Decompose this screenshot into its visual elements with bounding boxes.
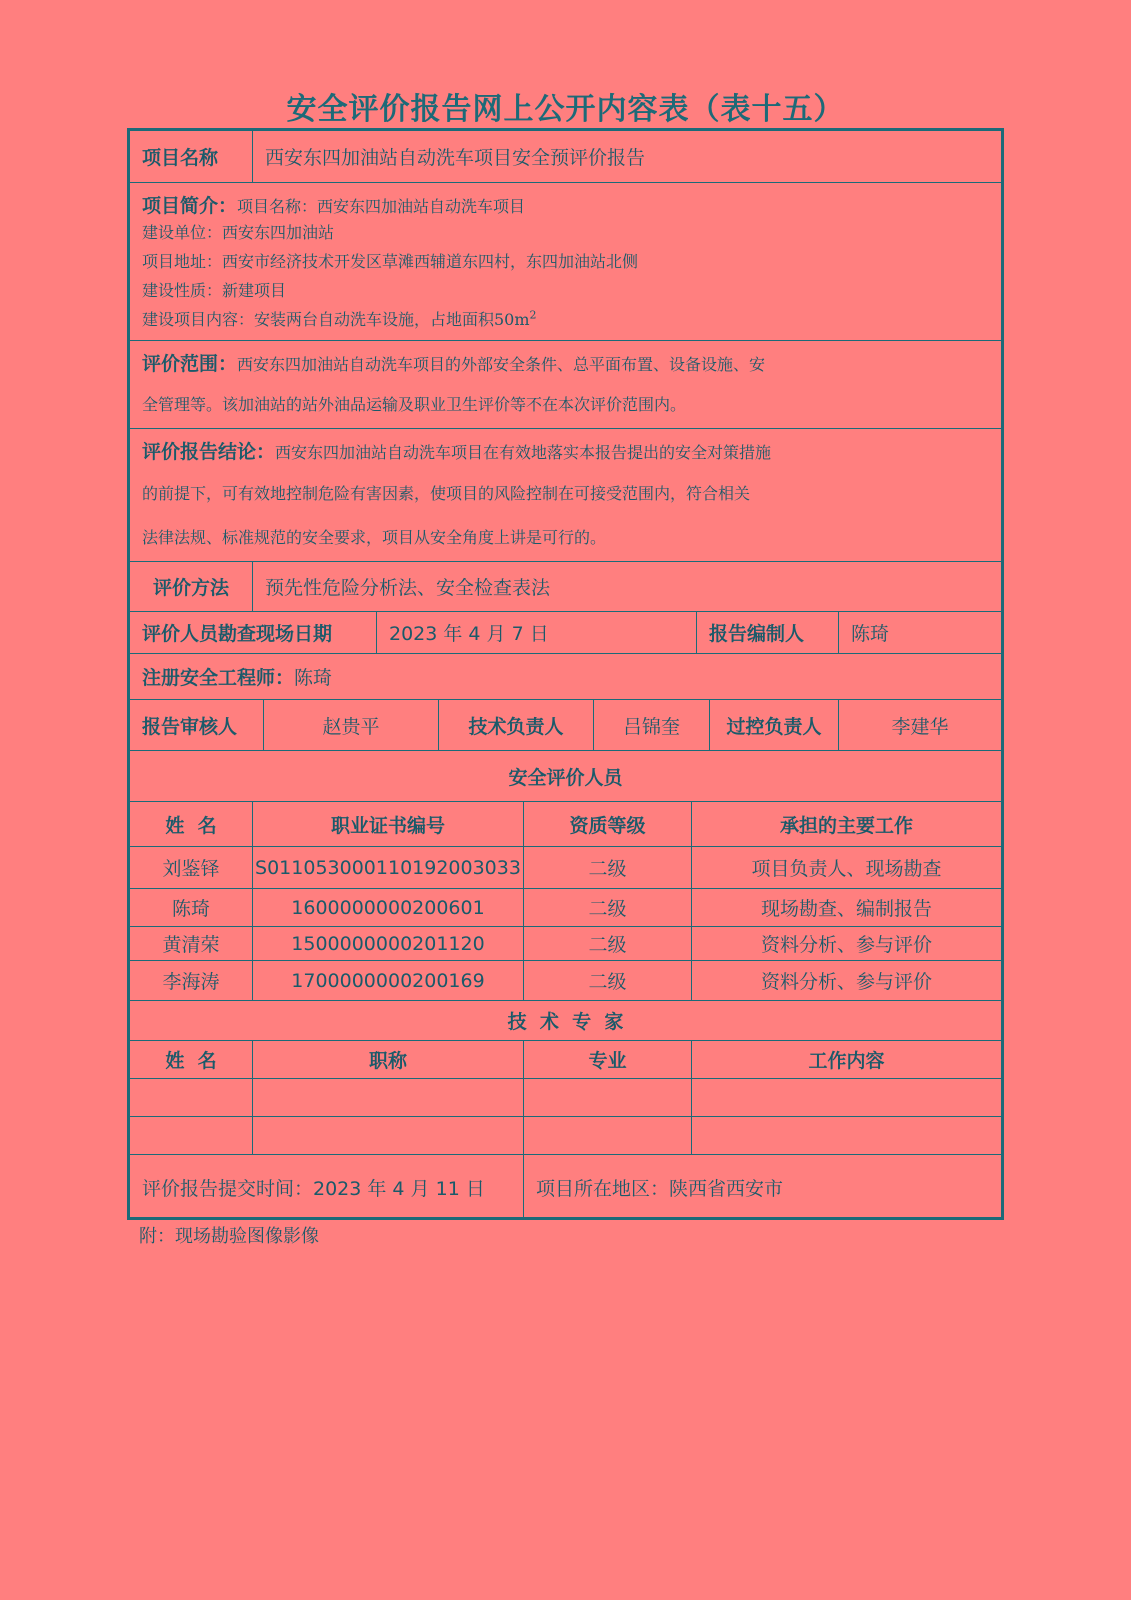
conclusion-line-2: 的前提下，可有效地控制危险有害因素，使项目的风险控制在可接受范围内，符合相关 xyxy=(142,484,751,503)
engineer-value: 陈琦 xyxy=(294,667,333,689)
process-lead-label: 过控负责人 xyxy=(709,700,838,750)
report-author-value: 陈琦 xyxy=(838,612,1001,653)
conclusion-label: 评价报告结论： xyxy=(142,441,276,463)
staff-name: 刘鉴铎 xyxy=(162,858,220,880)
intro-label: 项目简介： xyxy=(142,195,238,217)
disclosure-table xyxy=(127,128,1004,1220)
staff-header-level: 资质等级 xyxy=(523,802,691,846)
attachment-note: 附：现场勘验图像影像 xyxy=(139,1226,319,1247)
table-row xyxy=(130,961,1001,1001)
report-author-label: 报告编制人 xyxy=(696,612,838,653)
staff-header-row xyxy=(130,802,1001,847)
intro-line-1: 项目名称：西安东四加油站自动洗车项目 xyxy=(237,197,526,216)
page-title: 安全评价报告网上公开内容表（表十五） xyxy=(286,92,845,127)
scope-line-1: 西安东四加油站自动洗车项目的外部安全条件、总平面布置、设备设施、安 xyxy=(237,355,766,374)
expert-empty-row xyxy=(130,1079,1001,1117)
staff-work: 项目负责人、现场勘查 xyxy=(691,847,1001,888)
staff-level: 二级 xyxy=(523,889,691,926)
survey-row xyxy=(130,612,1001,654)
staff-level: 二级 xyxy=(523,927,691,960)
staff-header-cert: 职业证书编号 xyxy=(252,802,523,846)
scope-row xyxy=(130,341,1001,429)
staff-cert: 1700000000200169 xyxy=(252,961,523,1000)
staff-name: 李海涛 xyxy=(162,971,220,993)
experts-header-name: 姓 名 xyxy=(165,1050,217,1072)
experts-header-row xyxy=(130,1041,1001,1079)
expert-empty-row xyxy=(130,1117,1001,1155)
conclusion-line-1: 西安东四加油站自动洗车项目在有效地落实本报告提出的安全对策措施 xyxy=(275,443,772,462)
method-label: 评价方法 xyxy=(152,577,229,599)
scope-line-2: 全管理等。该加油站的站外油品运输及职业卫生评价等不在本次评价范围内。 xyxy=(142,395,687,414)
survey-date-value: 2023 年 4 月 7 日 xyxy=(376,612,696,653)
project-name-row xyxy=(130,131,1001,183)
table-row xyxy=(130,889,1001,927)
method-row xyxy=(130,562,1001,612)
staff-level: 二级 xyxy=(523,847,691,888)
experts-header-major: 专业 xyxy=(523,1041,691,1078)
staff-cert: 1600000000200601 xyxy=(252,889,523,926)
intro-line-2: 建设单位：西安东四加油站 xyxy=(142,223,335,242)
experts-heading-row xyxy=(130,1001,1001,1041)
reviewers-row xyxy=(130,700,1001,751)
staff-header-name: 姓 名 xyxy=(165,814,217,837)
area-unit-superscript: 2 xyxy=(529,308,537,322)
experts-heading: 技 术 专 家 xyxy=(507,1011,624,1033)
process-lead-value: 李建华 xyxy=(838,700,1001,750)
staff-cert: S011053000110192003033 xyxy=(252,847,523,888)
conclusion-row xyxy=(130,429,1001,562)
project-region: 项目所在地区：陕西省西安市 xyxy=(523,1155,1001,1220)
intro-line-3: 项目地址：西安市经济技术开发区草滩西辅道东四村，东四加油站北侧 xyxy=(142,252,639,271)
project-name-value: 西安东四加油站自动洗车项目安全预评价报告 xyxy=(252,131,1001,182)
engineer-label: 注册安全工程师： xyxy=(142,667,295,689)
reviewer-value: 赵贵平 xyxy=(263,700,438,750)
experts-header-work: 工作内容 xyxy=(691,1041,1001,1078)
table-row xyxy=(130,847,1001,889)
intro-line-4: 建设性质：新建项目 xyxy=(142,281,287,300)
project-name-label: 项目名称 xyxy=(142,147,219,169)
experts-header-title: 职称 xyxy=(252,1041,523,1078)
submit-time: 评价报告提交时间：2023 年 4 月 11 日 xyxy=(142,1178,485,1200)
staff-work: 资料分析、参与评价 xyxy=(691,927,1001,960)
staff-level: 二级 xyxy=(523,961,691,1000)
tech-lead-label: 技术负责人 xyxy=(438,700,593,750)
staff-work: 现场勘查、编制报告 xyxy=(691,889,1001,926)
intro-line-5: 建设项目内容：安装两台自动洗车设施，占地面积50m xyxy=(142,310,530,329)
footer-row xyxy=(130,1155,1001,1220)
engineer-row xyxy=(130,654,1001,700)
conclusion-line-3: 法律法规、标准规范的安全要求，项目从安全角度上讲是可行的。 xyxy=(142,528,607,547)
staff-work: 资料分析、参与评价 xyxy=(691,961,1001,1000)
staff-name: 黄清荣 xyxy=(162,934,220,956)
table-row xyxy=(130,927,1001,961)
tech-lead-value: 吕锦奎 xyxy=(593,700,709,750)
staff-heading: 安全评价人员 xyxy=(508,766,623,789)
survey-date-label: 评价人员勘查现场日期 xyxy=(142,623,333,645)
method-value: 预先性危险分析法、安全检查表法 xyxy=(252,562,1001,611)
staff-cert: 1500000000201120 xyxy=(252,927,523,960)
staff-name: 陈琦 xyxy=(171,898,210,920)
scope-label: 评价范围： xyxy=(142,353,238,375)
staff-header-work: 承担的主要工作 xyxy=(691,802,1001,846)
staff-heading-row xyxy=(130,751,1001,802)
reviewer-label: 报告审核人 xyxy=(142,715,238,738)
project-intro-row xyxy=(130,183,1001,341)
